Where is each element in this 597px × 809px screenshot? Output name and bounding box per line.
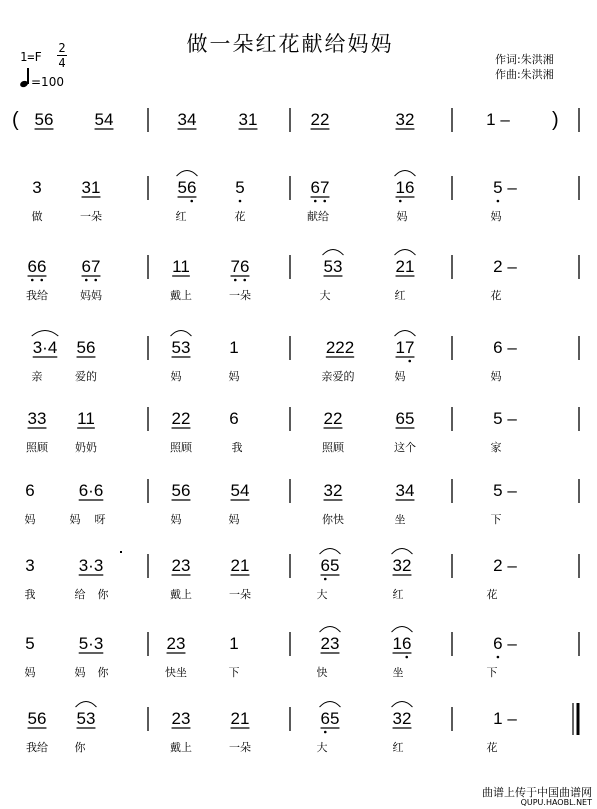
tie-arc	[395, 171, 416, 177]
tie-arc	[395, 250, 416, 256]
note-group: 22	[171, 409, 191, 428]
note-group: 53	[76, 709, 96, 728]
lyric-text: 你	[97, 666, 109, 679]
lyric-text: 快坐	[165, 666, 187, 679]
lyric-text: 大	[319, 289, 331, 302]
tie-arc	[395, 331, 416, 337]
note-group: 22	[323, 409, 343, 428]
lyric-text: 家	[490, 441, 502, 454]
note-group: 222	[325, 338, 355, 357]
note-group: 56	[34, 110, 54, 129]
open-paren: (	[12, 109, 19, 131]
lyric-text: 你	[74, 741, 86, 754]
lyric-text: 我	[24, 588, 36, 601]
note-group: 3·3	[78, 556, 104, 575]
lyric-text: 红	[394, 289, 406, 302]
note-group: 1 –	[486, 110, 510, 129]
low-octave-dot	[190, 200, 193, 203]
lyric-text: 妈	[24, 513, 36, 526]
footer-url: QUPU.HAOBL.NET	[520, 798, 592, 807]
lyric-text: 做	[31, 210, 43, 223]
lyric-text: 奶奶	[75, 441, 97, 454]
note-group: 65	[395, 409, 415, 428]
low-octave-dot	[324, 578, 327, 581]
lyric-text: 大	[316, 741, 328, 754]
lyric-text: 下	[486, 666, 498, 679]
low-octave-dot	[399, 200, 402, 203]
note-group: 6 –	[493, 338, 517, 357]
low-octave-dot	[497, 200, 500, 203]
lyric-text: 这个	[394, 441, 416, 454]
note-group: 23	[171, 709, 191, 728]
note-group: 31	[238, 110, 258, 129]
tempo-value: =100	[31, 75, 64, 89]
note-group: 6	[25, 481, 35, 500]
lyric-text: 一朵	[229, 289, 251, 302]
lyric-text: 妈	[228, 513, 240, 526]
note-group: 11	[77, 409, 95, 428]
lyric-text: 坐	[392, 666, 404, 679]
lyric-text: 妈	[170, 513, 182, 526]
lyric-text: 照顾	[170, 441, 192, 454]
note-group: 21	[230, 709, 250, 728]
note-group: 67	[310, 178, 330, 197]
note-group: 56	[177, 178, 197, 197]
note-group: 56	[76, 338, 96, 357]
tie-arc	[320, 549, 341, 555]
stray-dot	[120, 551, 122, 553]
lyric-text: 花	[486, 588, 498, 601]
footer-watermark: 曲谱上传于中国曲谱网	[482, 786, 592, 799]
note-group: 32	[392, 709, 412, 728]
note-group: 3	[25, 556, 35, 575]
low-octave-dot	[85, 279, 88, 282]
lyric-text: 呀	[94, 513, 106, 526]
note-group: 1	[229, 634, 239, 653]
lyric-text: 妈	[228, 370, 240, 383]
lyric-text: 爱的	[75, 370, 97, 383]
lyric-text: 妈	[74, 666, 86, 679]
low-octave-dot	[40, 279, 43, 282]
note-group: 53	[171, 338, 191, 357]
tie-arc	[323, 250, 344, 256]
lyric-text: 坐	[394, 513, 406, 526]
low-octave-dot	[323, 200, 326, 203]
tie-arc	[32, 331, 59, 337]
low-octave-dot	[405, 656, 408, 659]
lyric-text: 花	[234, 210, 246, 223]
note-group: 6	[229, 409, 239, 428]
low-octave-dot	[239, 200, 242, 203]
note-group: 31	[81, 178, 101, 197]
lyric-text: 妈	[490, 210, 502, 223]
lyric-text: 戴上	[170, 741, 192, 754]
note-group: 1 –	[493, 709, 517, 728]
lyric-text: 下	[490, 513, 502, 526]
lyric-text: 快	[316, 666, 328, 679]
note-group: 5	[235, 178, 245, 197]
lyric-text: 戴上	[170, 289, 192, 302]
note-group: 21	[230, 556, 250, 575]
lyric-text: 妈	[69, 513, 81, 526]
lyric-text: 下	[228, 666, 240, 679]
note-group: 17	[395, 338, 415, 357]
lyric-text: 妈	[396, 210, 408, 223]
lyric-text: 照顾	[322, 441, 344, 454]
lyric-text: 大	[316, 588, 328, 601]
note-group: 5 –	[493, 409, 517, 428]
lyric-text: 一朵	[80, 210, 102, 223]
tie-arc	[392, 627, 413, 633]
lyric-text: 花	[486, 741, 498, 754]
note-group: 5	[25, 634, 35, 653]
lyric-text: 妈	[170, 370, 182, 383]
low-octave-dot	[324, 731, 327, 734]
note-group: 33	[27, 409, 47, 428]
note-group: 5 –	[493, 481, 517, 500]
lyric-text: 一朵	[229, 588, 251, 601]
lyric-text: 一朵	[229, 741, 251, 754]
note-group: 34	[177, 110, 197, 129]
low-octave-dot	[243, 279, 246, 282]
key-signature: 1=F	[20, 50, 42, 64]
tie-arc	[392, 702, 413, 708]
note-group: 32	[392, 556, 412, 575]
tie-arc	[320, 627, 341, 633]
composer-credit: 作曲:朱洪湘	[495, 68, 554, 81]
note-group: 6 –	[493, 634, 517, 653]
tie-arc	[171, 331, 192, 337]
lyric-text: 妈	[24, 666, 36, 679]
note-group: 54	[230, 481, 250, 500]
note-group: 56	[27, 709, 47, 728]
note-group: 56	[171, 481, 191, 500]
note-group: 32	[395, 110, 415, 129]
tie-arc	[392, 549, 413, 555]
note-group: 54	[94, 110, 114, 129]
note-group: 53	[323, 257, 343, 276]
low-octave-dot	[234, 279, 237, 282]
note-group: 66	[27, 257, 47, 276]
lyric-text: 你	[97, 588, 109, 601]
lyric-text: 你快	[322, 513, 344, 526]
lyric-text: 妈	[394, 370, 406, 383]
low-octave-dot	[497, 656, 500, 659]
lyric-text: 红	[392, 741, 404, 754]
note-group: 23	[171, 556, 191, 575]
note-group: 2 –	[493, 556, 517, 575]
note-group: 23	[320, 634, 340, 653]
time-signature-top: 2	[58, 41, 66, 55]
lyric-text: 我给	[26, 289, 48, 302]
lyric-text: 给	[74, 588, 86, 601]
lyric-text: 花	[490, 289, 502, 302]
note-group: 32	[323, 481, 343, 500]
note-group: 5·3	[78, 634, 104, 653]
lyricist-credit: 作词:朱洪湘	[495, 53, 554, 66]
lyric-text: 戴上	[170, 588, 192, 601]
time-signature-bottom: 4	[58, 56, 66, 70]
lyric-text: 照顾	[26, 441, 48, 454]
low-octave-dot	[314, 200, 317, 203]
lyric-text: 我	[231, 441, 243, 454]
note-group: 5 –	[493, 178, 517, 197]
lyric-text: 妈	[490, 370, 502, 383]
lyric-text: 亲	[31, 370, 43, 383]
note-group: 65	[320, 709, 340, 728]
note-group: 23	[166, 634, 186, 653]
note-group: 22	[310, 110, 330, 129]
low-octave-dot	[408, 360, 411, 363]
lyric-text: 红	[392, 588, 404, 601]
lyric-text: 亲爱的	[321, 370, 355, 383]
note-group: 21	[395, 257, 415, 276]
note-group: 16	[395, 178, 415, 197]
lyric-text: 献给	[307, 210, 329, 223]
low-octave-dot	[94, 279, 97, 282]
note-group: 76	[230, 257, 250, 276]
low-octave-dot	[31, 279, 34, 282]
score-title: 做一朵红花献给妈妈	[186, 32, 394, 56]
note-group: 11	[172, 257, 190, 276]
note-group: 16	[392, 634, 412, 653]
note-group: 6·6	[78, 481, 104, 500]
note-group: 65	[320, 556, 340, 575]
close-paren: )	[552, 109, 559, 131]
lyric-text: 妈妈	[80, 289, 102, 302]
tie-arc	[76, 702, 97, 708]
note-group: 3·4	[32, 338, 58, 357]
lyric-text: 红	[175, 210, 187, 223]
note-group: 3	[32, 178, 42, 197]
lyric-text: 我给	[26, 741, 48, 754]
tie-arc	[177, 171, 198, 177]
note-group: 2 –	[493, 257, 517, 276]
note-group: 34	[395, 481, 415, 500]
note-group: 1	[229, 338, 239, 357]
tie-arc	[320, 702, 341, 708]
note-group: 67	[81, 257, 101, 276]
